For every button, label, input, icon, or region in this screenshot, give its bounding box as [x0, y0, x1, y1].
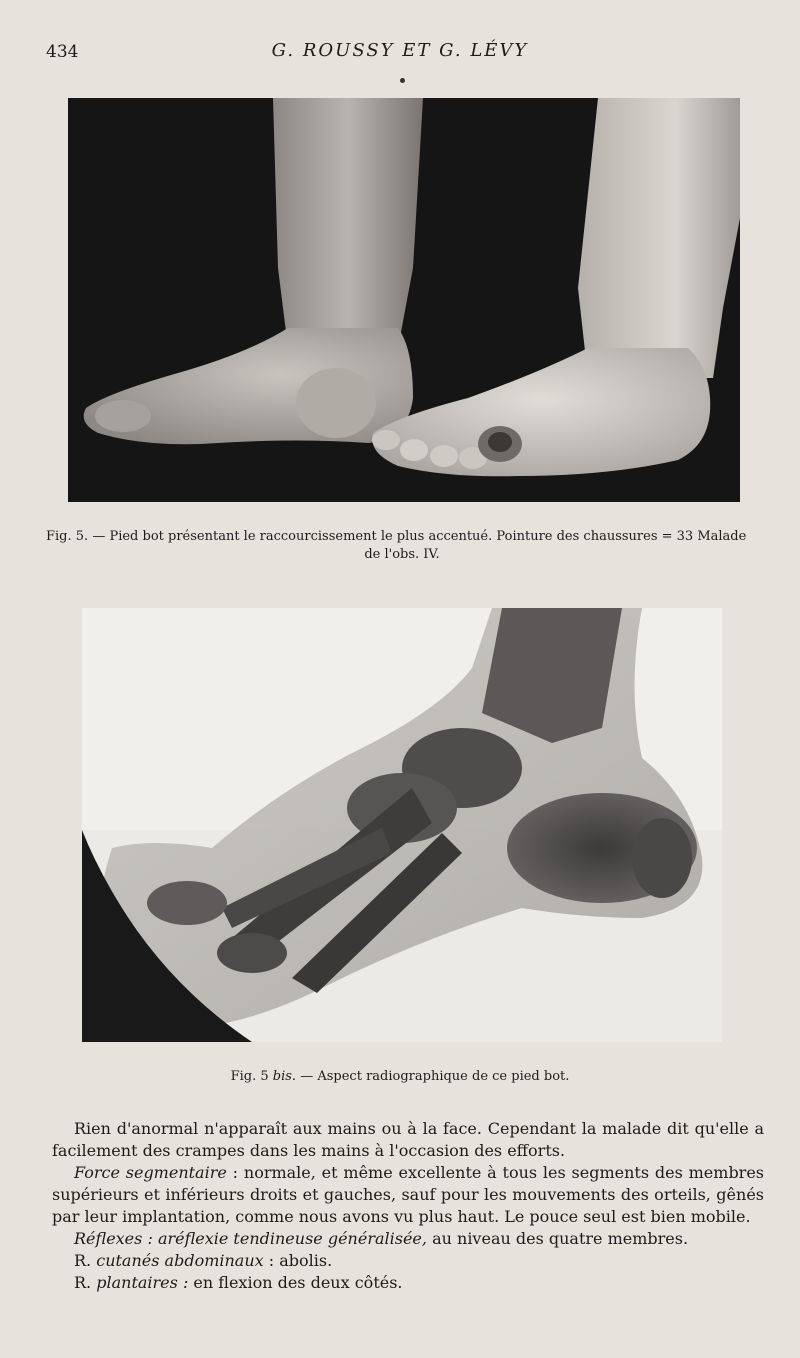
paragraph-5-text: en flexion des deux côtés.	[193, 1273, 403, 1292]
paragraph-3	[52, 1228, 764, 1250]
figure-5-label: Fig. 5.	[46, 529, 89, 544]
figure-5-photograph	[68, 98, 740, 502]
paragraph-5	[52, 1272, 764, 1294]
figure-5-caption-text: — Pied bot présentant le raccourcissement le plus accentué. Pointure des chaussures = 33 Malade	[92, 529, 747, 544]
ornament-dot	[400, 78, 405, 83]
paragraph-2	[52, 1162, 764, 1228]
paragraph-3-label-rest: aréflexie tendineuse généralisée,	[157, 1229, 427, 1248]
page-number: 434	[46, 42, 79, 62]
figure-5-caption-continuation: de l'obs. IV.	[364, 547, 440, 562]
paragraph-2-text: : normale, et même excellente à tous les segments des membres supérieurs et inférieurs droits et gauches, sauf pour les mouvements des orteils, gênés par leur implantation, comme nous avons vu plus haut. Le pouce seul est bien mobile.	[52, 1163, 765, 1226]
paragraph-4	[52, 1250, 764, 1272]
paragraph-4-prefix: R.	[74, 1251, 92, 1270]
paragraph-5-label: plantaires :	[96, 1273, 189, 1292]
figure-5bis-radiograph	[82, 608, 722, 1042]
paragraph-5-prefix: R.	[74, 1273, 92, 1292]
body-text	[52, 1118, 764, 1294]
paragraph-1: Rien d'anormal n'apparaît aux mains ou à la face. Cependant la malade dit qu'elle a facilement des crampes dans les mains à l'occasion des efforts.	[52, 1119, 764, 1160]
running-title: G. ROUSSY ET G. LÉVY	[271, 40, 529, 61]
figure-5bis-label-italic: bis.	[272, 1069, 297, 1084]
paragraph-3-text: au niveau des quatre membres.	[432, 1229, 689, 1248]
paragraph-4-text: : abolis.	[268, 1251, 333, 1270]
paragraph-4-label: cutanés abdominaux	[96, 1251, 264, 1270]
figure-5bis-label: Fig. 5	[230, 1069, 269, 1084]
figure-5-caption	[46, 528, 758, 564]
paragraph-2-label: Force segmentaire	[74, 1163, 227, 1182]
paragraph-3-label: Réflexes :	[74, 1229, 153, 1248]
figure-5bis-caption-text: — Aspect radiographique de ce pied bot.	[300, 1069, 570, 1084]
figure-5bis-caption	[0, 1068, 800, 1086]
